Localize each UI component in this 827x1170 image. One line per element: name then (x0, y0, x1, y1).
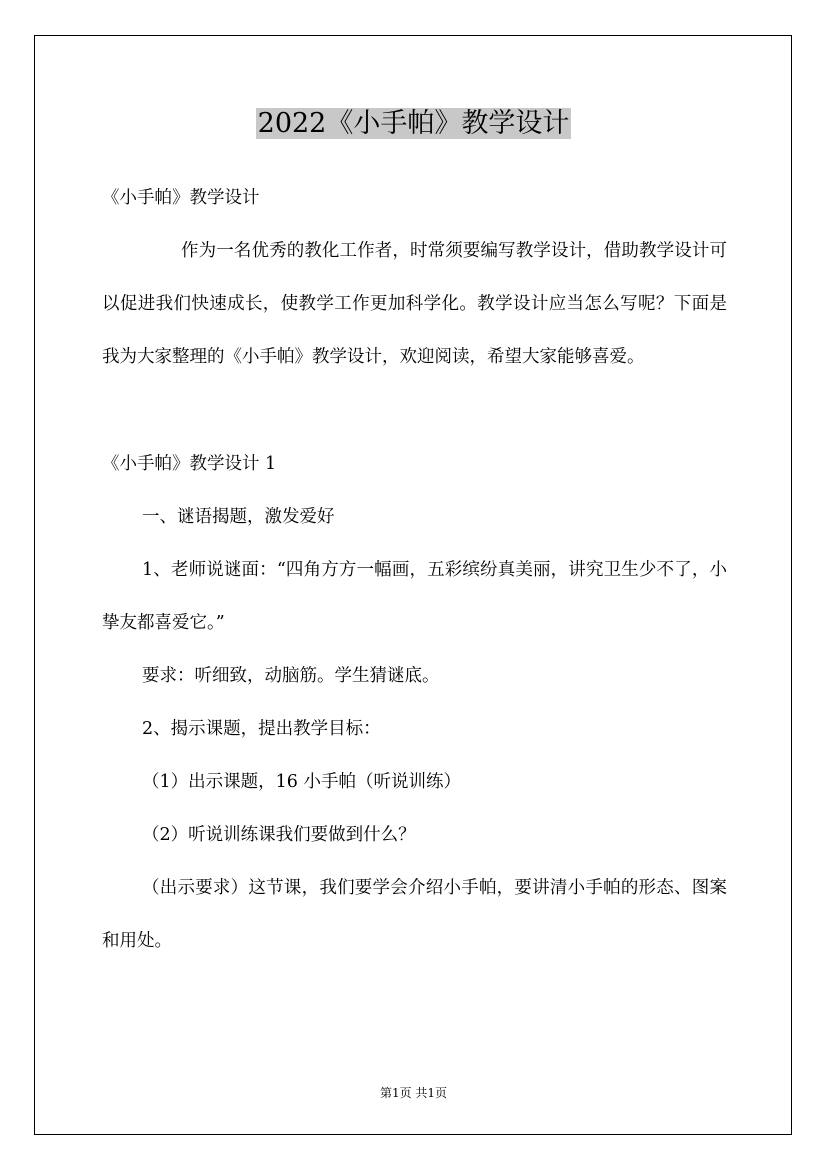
paragraph-riddle: 1、老师说谜面：“四角方方一幅画，五彩缤纷真美丽，讲究卫生少不了，小挚友都喜爱它。” (102, 560, 727, 633)
intro-paragraph: 作为一名优秀的教化工作者，时常须要编写教学设计，借助教学设计可以促进我们快速成长，使教学工作更加科学化。教学设计应当怎么写呢？下面是我为大家整理的《小手帕》教学设计，欢迎阅读，希望大家能够喜爱。 (102, 241, 727, 367)
paragraph-show-requirement: （出示要求）这节课，我们要学会介绍小手帕，要讲清小手帕的形态、图案和用处。 (102, 878, 727, 951)
paragraph-step-1: （1）出示课题，16 小手帕（听说训练） (142, 772, 461, 792)
paragraph-gap (102, 384, 727, 438)
paragraph-requirement: 要求：听细致，动脑筋。学生猜谜底。 (142, 666, 440, 686)
document-body (102, 172, 727, 968)
document-subtitle: 《小手帕》教学设计 (102, 188, 260, 208)
document-title (0, 104, 827, 144)
document-title-text: 2022《小手帕》教学设计 (257, 108, 570, 139)
section-1-title: 《小手帕》教学设计 1 (102, 454, 277, 474)
paragraph-step-2: （2）听说训练课我们要做到什么？ (142, 825, 416, 845)
paragraph-reveal-topic: 2、揭示课题，提出教学目标： (142, 719, 381, 739)
paragraph-heading-1: 一、谜语揭题，激发爱好 (142, 507, 335, 527)
page-footer: 第1页 共1页 (379, 1086, 448, 1100)
